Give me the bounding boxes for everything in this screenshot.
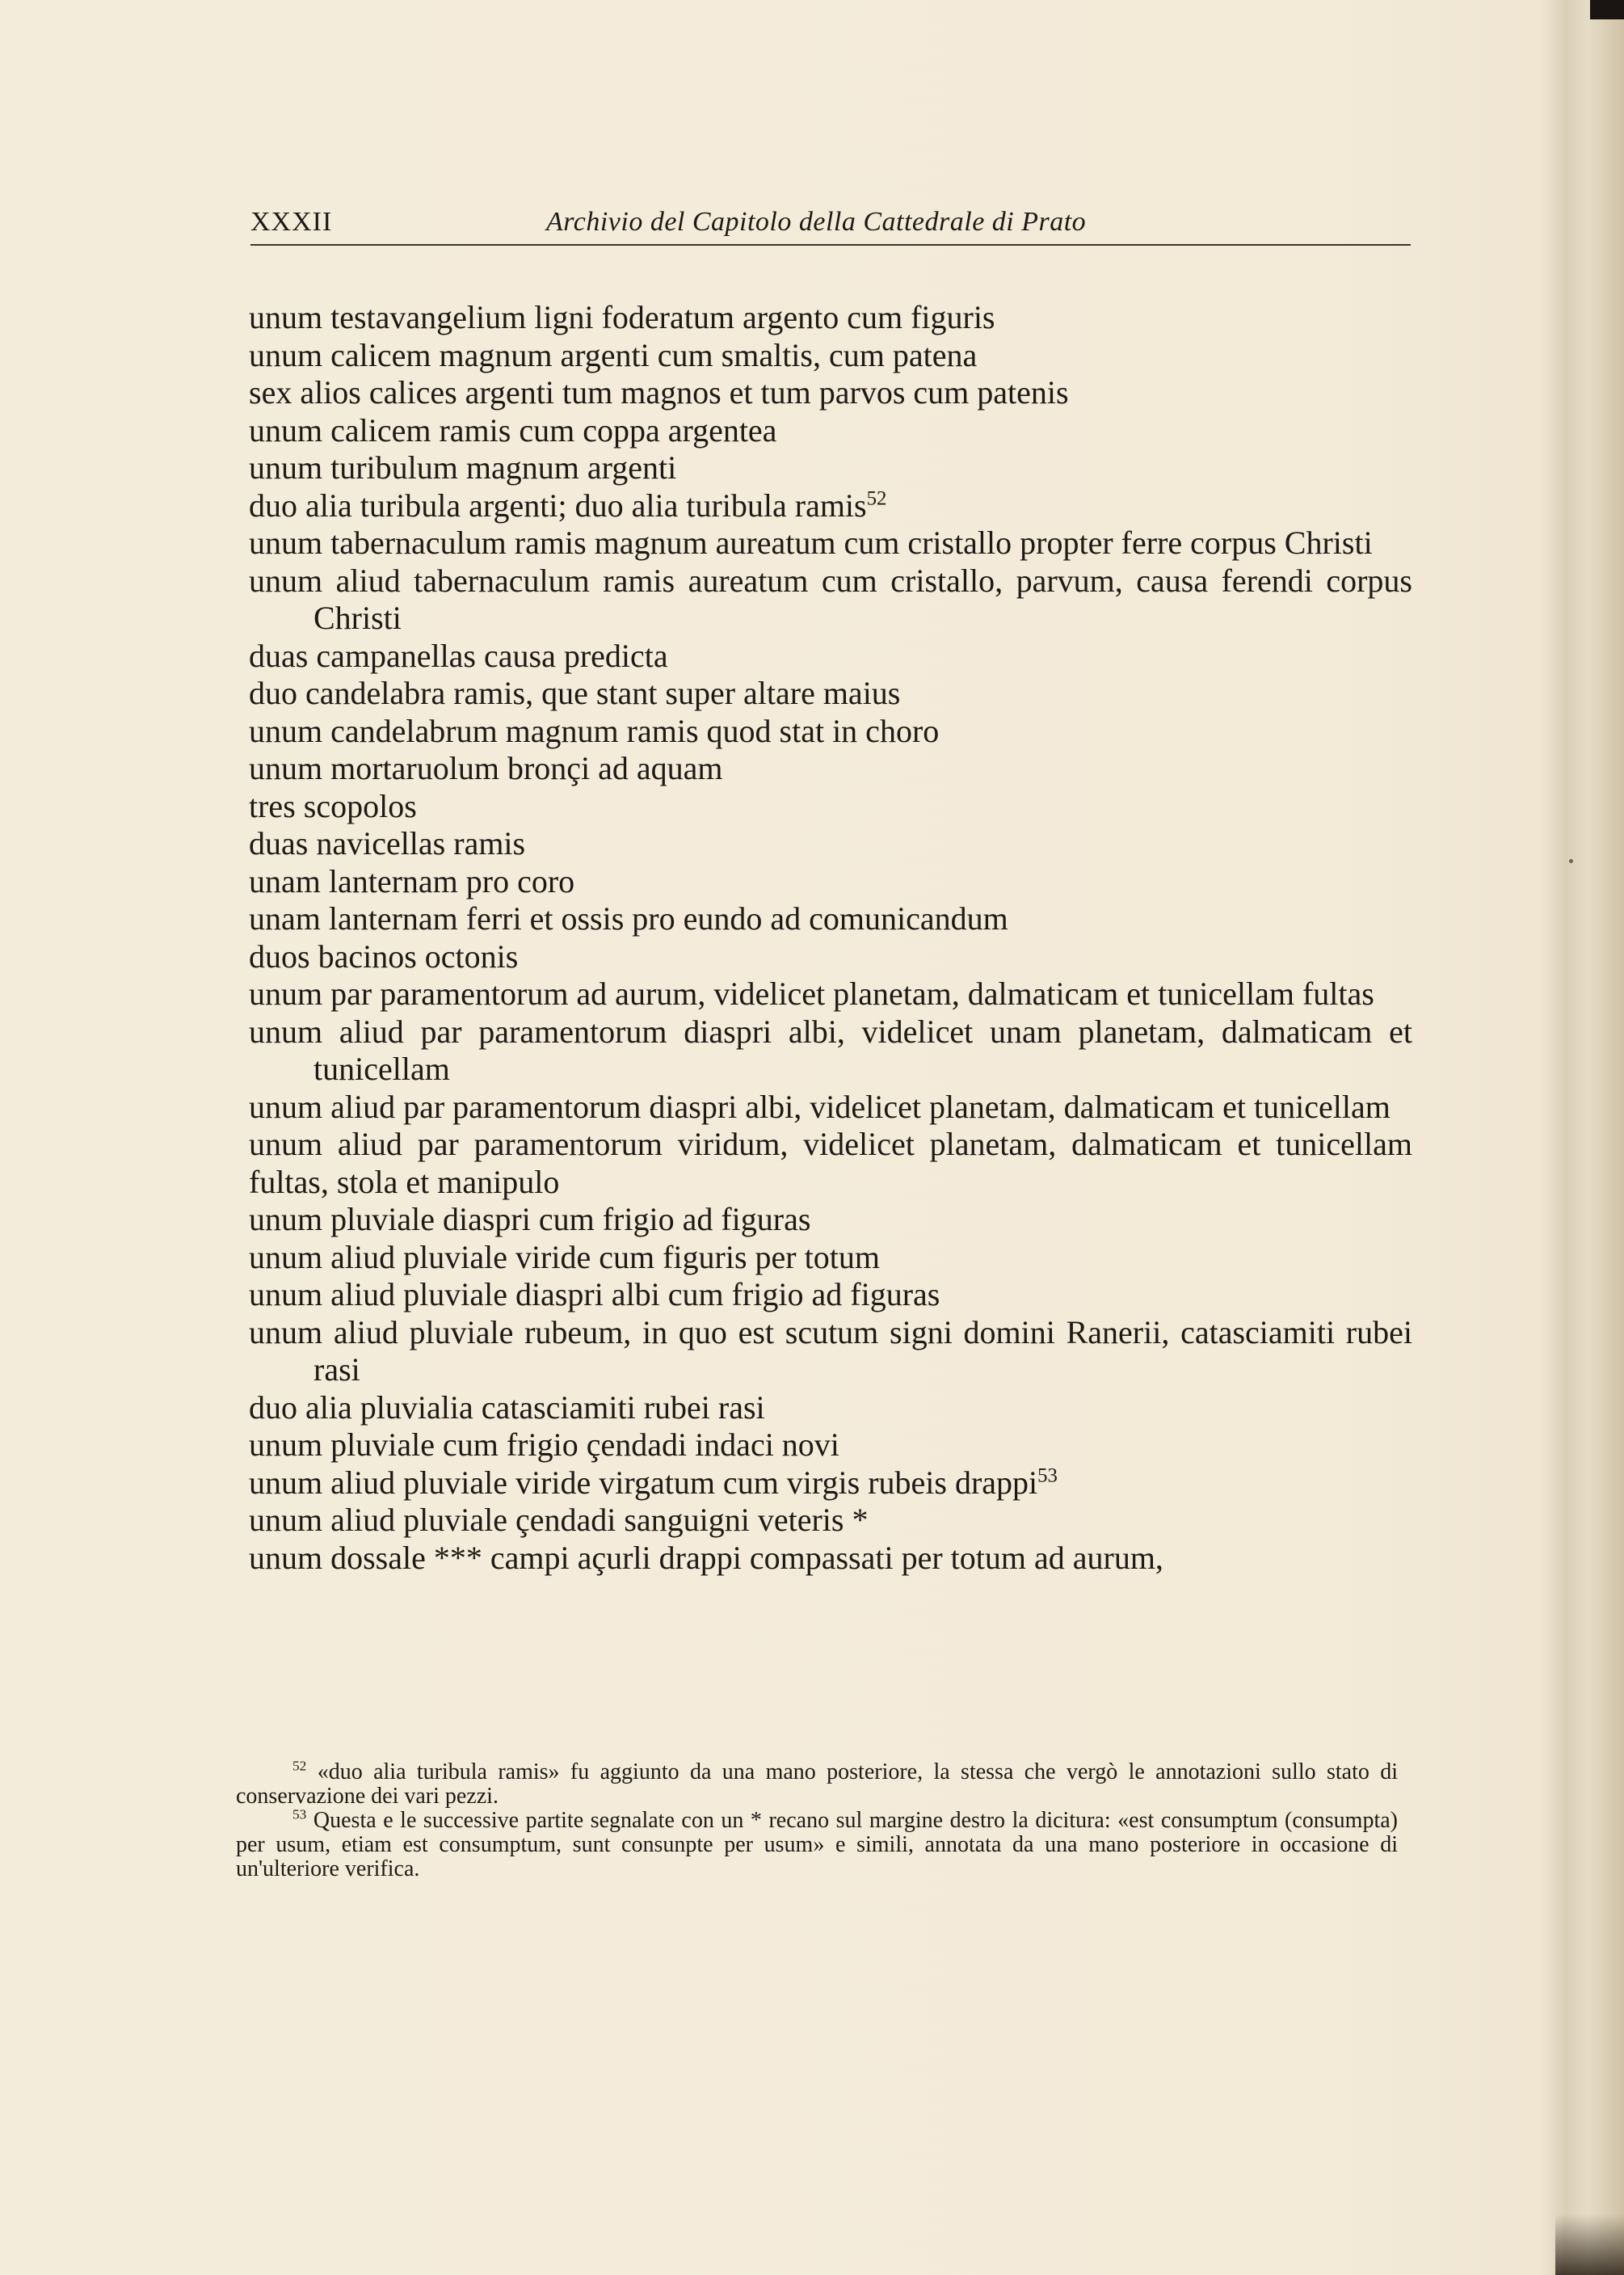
inventory-entry xyxy=(249,975,1412,1013)
entry-text: unum pluviale diaspri cum frigio ad figuras xyxy=(249,1201,811,1237)
inventory-entry xyxy=(249,1013,1412,1089)
inventory-entry xyxy=(249,675,1412,713)
footnote-number: 52 xyxy=(292,1758,307,1774)
inventory-entry xyxy=(249,1502,1412,1540)
entry-text: unum candelabrum magnum ramis quod stat in choro xyxy=(249,712,940,749)
scan-corner xyxy=(1590,0,1624,19)
entry-text: duo alia pluvialia catasciamiti rubei rasi xyxy=(249,1388,765,1426)
inventory-entry xyxy=(249,750,1412,788)
inventory-entry xyxy=(249,449,1412,487)
inventory-entry xyxy=(249,487,1412,525)
scan-bottom-corner xyxy=(1555,2214,1624,2275)
inventory-entry xyxy=(249,337,1412,375)
page-edges xyxy=(1563,0,1624,2275)
footnote xyxy=(236,1806,1398,1881)
inventory-entry xyxy=(249,938,1412,976)
running-title: Archivio del Capitolo della Cattedrale di Prato xyxy=(546,207,1087,237)
inventory-entry xyxy=(249,525,1412,562)
entry-text: unum testavangelium ligni foderatum argento cum figuris xyxy=(249,299,995,335)
footnote-reference[interactable]: 52 xyxy=(866,487,887,510)
entry-text: duo alia turibula argenti; duo alia turibula ramis xyxy=(249,487,867,524)
entry-text: tres scopolos xyxy=(249,787,417,824)
entry-text: unum aliud pluviale diaspri albi cum frigio ad figuras xyxy=(249,1276,940,1312)
entry-text: unum pluviale cum frigio çendadi indaci novi xyxy=(249,1426,839,1463)
entry-text: unum aliud pluviale çendadi sanguigni veteris * xyxy=(249,1502,869,1538)
entry-text: unum aliud pluviale viride cum figuris per totum xyxy=(249,1238,880,1275)
entry-text: unam lanternam pro coro xyxy=(249,862,575,899)
inventory-entry xyxy=(249,1464,1412,1502)
inventory-entry xyxy=(249,412,1412,450)
page-number: XXXII xyxy=(250,207,333,237)
running-header xyxy=(250,204,1411,246)
footnotes xyxy=(236,1760,1398,1881)
inventory-entry xyxy=(249,638,1412,676)
entry-text: unam lanternam ferri et ossis pro eundo ad comunicandum xyxy=(249,900,1008,937)
entry-text: unum mortaruolum bronçi ad aquam xyxy=(249,750,723,786)
inventory-entry xyxy=(249,713,1412,751)
entry-text: duas navicellas ramis xyxy=(249,825,526,862)
entry-text: unum calicem ramis cum coppa argentea xyxy=(249,411,777,449)
footnote-number: 53 xyxy=(292,1806,307,1822)
inventory-entry xyxy=(249,1239,1412,1277)
margin-mark xyxy=(1569,859,1573,863)
footnote-text: «duo alia turibula ramis» fu aggiunto da una mano posteriore, la stessa che vergò le annotazioni sullo stato di conservazione dei vari pezzi. xyxy=(236,1759,1399,1809)
inventory-entry xyxy=(249,1201,1412,1239)
inventory-entry xyxy=(249,374,1412,412)
entry-text: unum dossale *** campi açurli drappi compassati per totum ad aurum, xyxy=(249,1539,1163,1576)
inventory-entry xyxy=(249,299,1412,337)
inventory-entry xyxy=(249,562,1412,638)
entry-text: unum turibulum magnum argenti xyxy=(249,449,677,486)
entry-text: unum tabernaculum ramis magnum aureatum cum cristallo propter ferre corpus Christi xyxy=(249,525,1373,561)
inventory-entry xyxy=(249,825,1412,863)
inventory-entry xyxy=(249,1389,1412,1427)
entry-text: unum aliud par paramentorum diaspri albi, videlicet unam planetam, dalmaticam et tunicellam xyxy=(249,1013,1412,1087)
entry-text: sex alios calices argenti tum magnos et tum parvos cum patenis xyxy=(249,374,1069,411)
inventory-entry xyxy=(249,1426,1412,1464)
inventory-entry xyxy=(249,863,1412,901)
entry-text: duos bacinos octonis xyxy=(249,937,519,975)
entry-text: unum calicem magnum argenti cum smaltis, cum patena xyxy=(249,336,978,373)
inventory-entry xyxy=(249,900,1412,938)
inventory-list xyxy=(249,299,1412,1577)
inventory-entry xyxy=(249,1314,1412,1389)
entry-text: duas campanellas causa predicta xyxy=(249,637,668,674)
entry-text: unum aliud pluviale rubeum, in quo est scutum signi domini Ranerii, catasciamiti rubei rasi xyxy=(249,1313,1412,1388)
footnote-text: Questa e le successive partite segnalate con un * recano sul margine destro la dicitura: «est consumptum (consumpta) per usum, etiam est consumptum, sunt consunpte per usum» e simili, annotata da una mano posteriore in occasione di un'ulteriore verifica. xyxy=(236,1808,1398,1881)
inventory-entry xyxy=(249,788,1412,826)
entry-text: unum aliud tabernaculum ramis aureatum cum cristallo, parvum, causa ferendi corpus Christi xyxy=(249,562,1412,636)
entry-text: unum par paramentorum ad aurum, videlicet planetam, dalmaticam et tunicellam fultas xyxy=(249,975,1374,1012)
entry-text: unum aliud par paramentorum diaspri albi, videlicet planetam, dalmaticam et tunicellam xyxy=(249,1088,1390,1125)
entry-text: unum aliud par paramentorum viridum, videlicet planetam, dalmaticam et tunicellam fultas, stola et manipulo xyxy=(249,1126,1412,1200)
inventory-entry xyxy=(249,1276,1412,1314)
entry-text: unum aliud pluviale viride virgatum cum virgis rubeis drappi xyxy=(249,1464,1038,1501)
footnote xyxy=(236,1760,1398,1809)
footnote-reference[interactable]: 53 xyxy=(1037,1464,1058,1487)
entry-text: duo candelabra ramis, que stant super altare maius xyxy=(249,675,901,711)
inventory-entry xyxy=(249,1126,1412,1201)
inventory-entry xyxy=(249,1089,1412,1127)
inventory-entry xyxy=(249,1540,1412,1578)
